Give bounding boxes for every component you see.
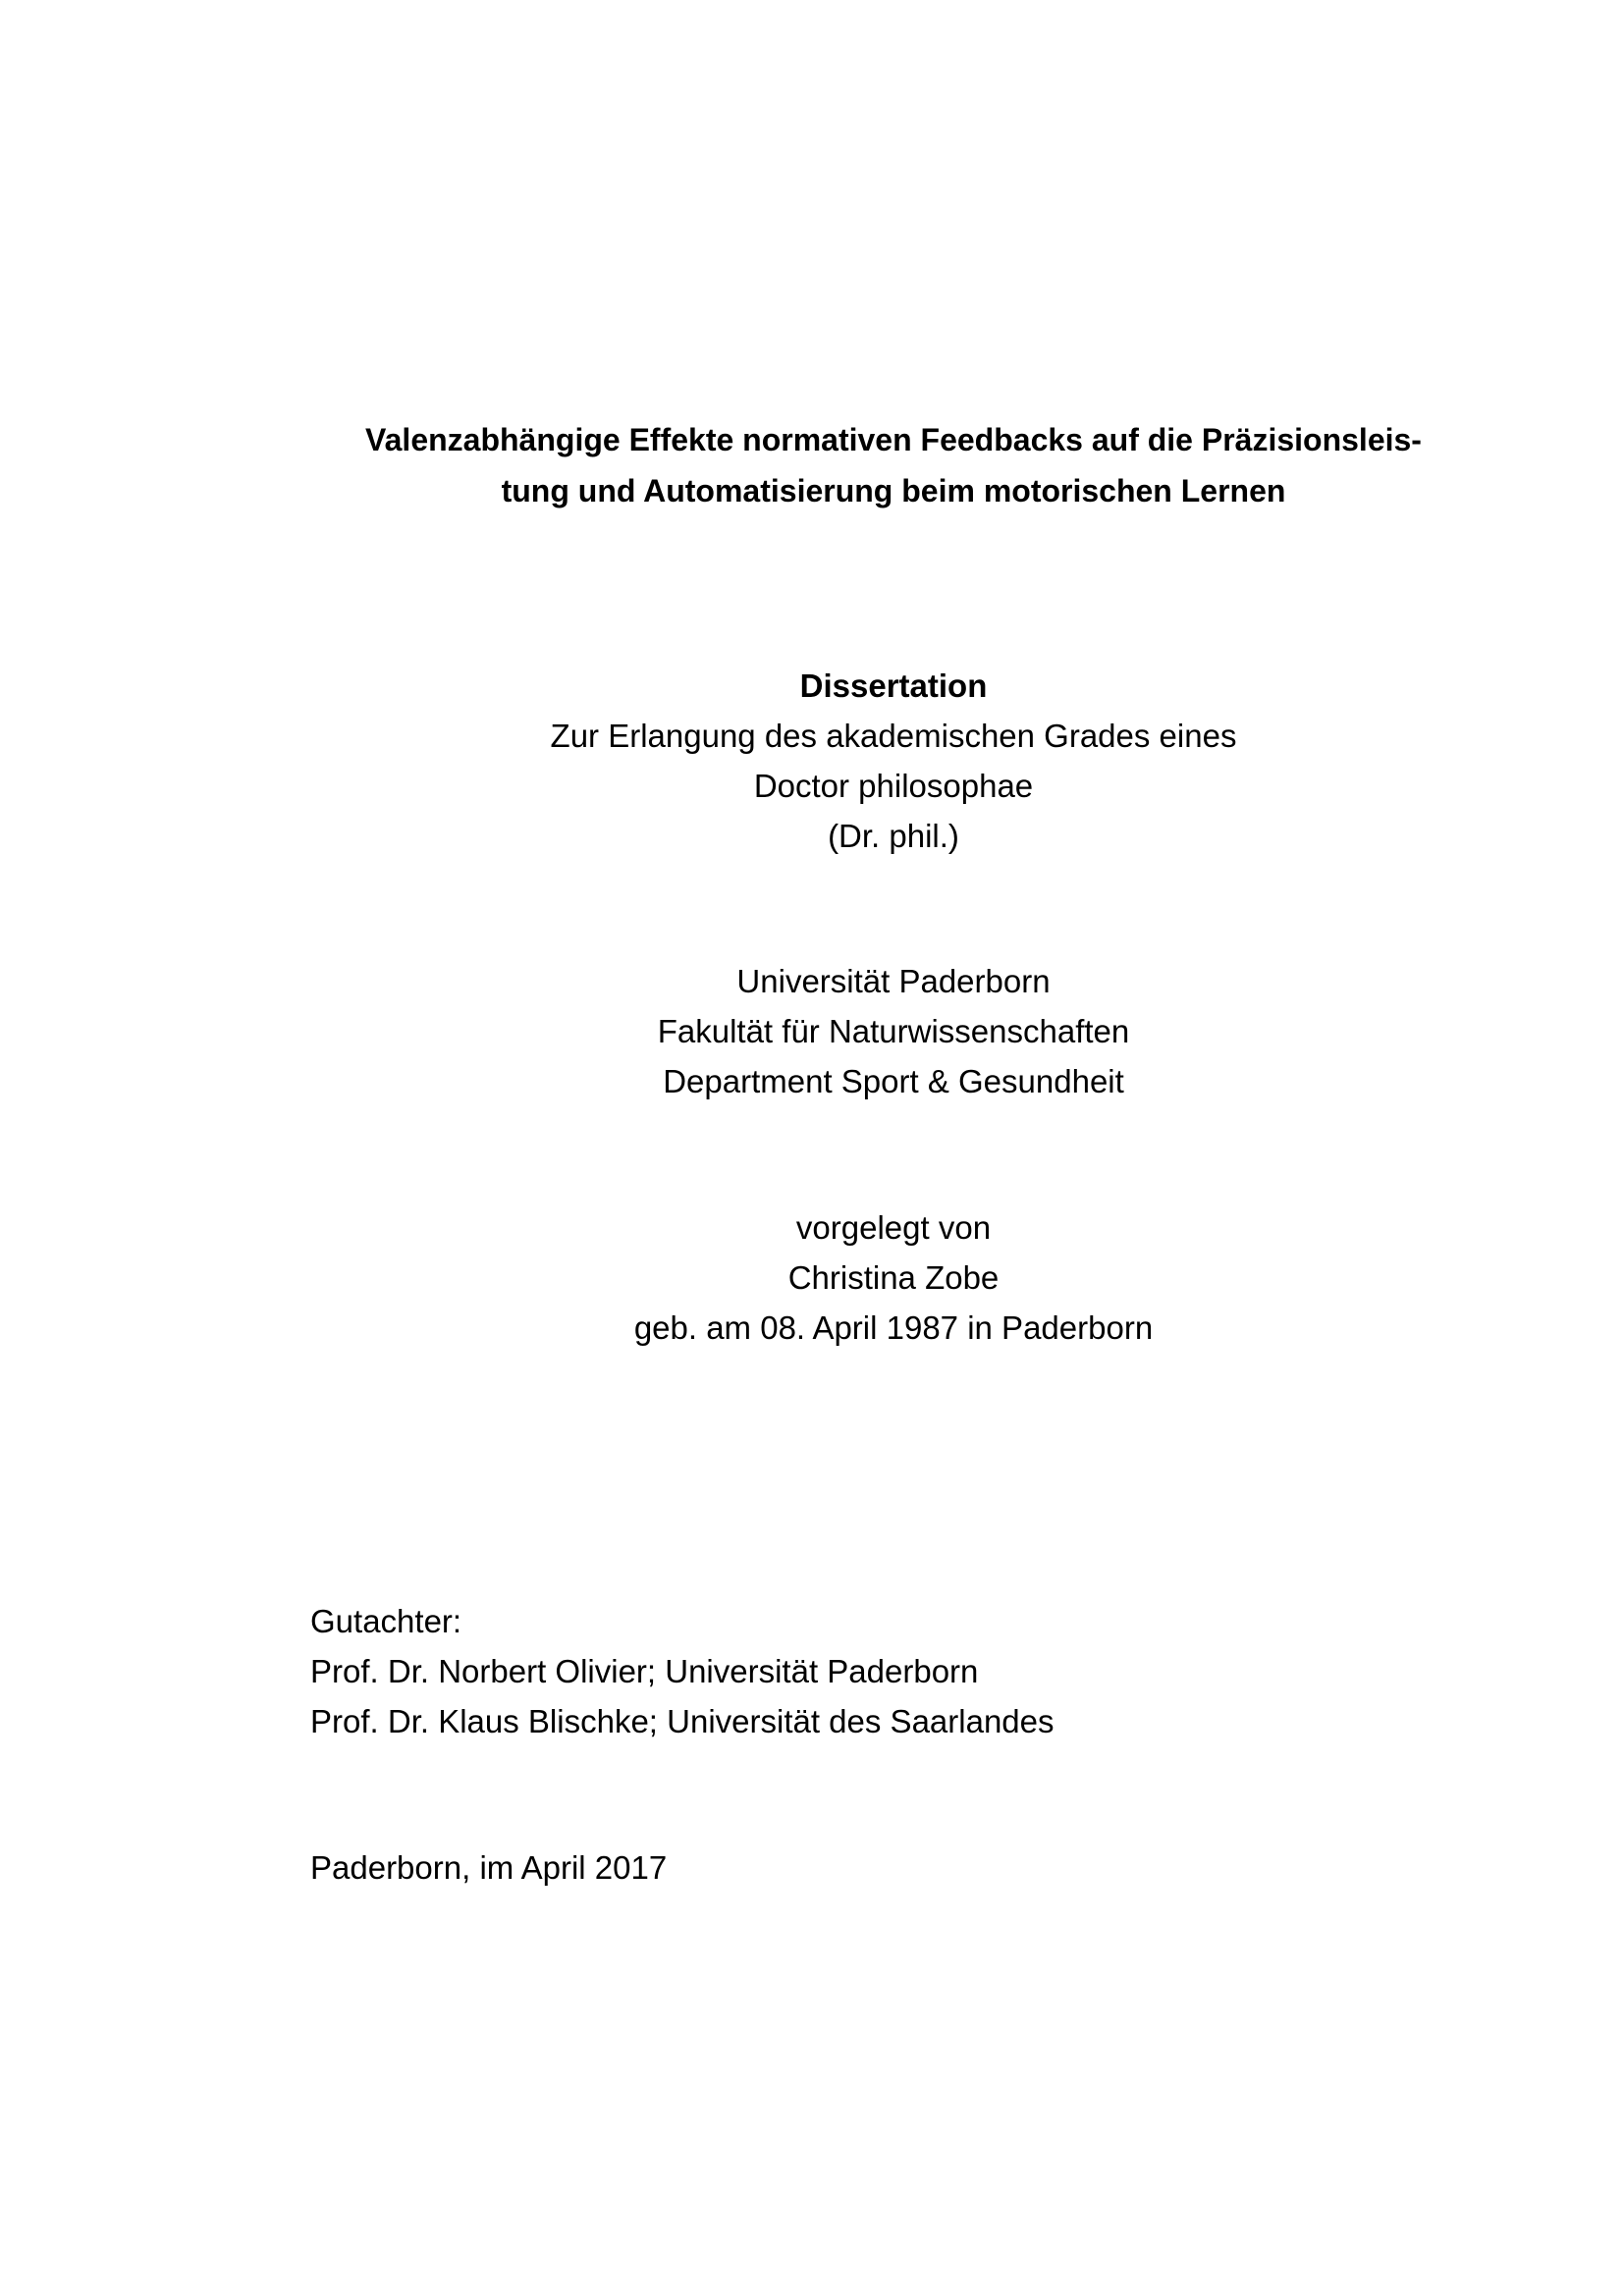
author-birth-info: geb. am 08. April 1987 in Paderborn (633, 1309, 1154, 1346)
author-name: Christina Zobe (787, 1259, 1000, 1296)
reviewer-1: Prof. Dr. Norbert Olivier; Universität Paderborn (310, 1653, 979, 1689)
university-name: Universität Paderborn (736, 963, 1051, 999)
title-line-1: Valenzabhängige Effekte normativen Feedbacks auf die Präzisionsleis- (365, 422, 1422, 457)
faculty-name: Fakultät für Naturwissenschaften (657, 1013, 1130, 1049)
dissertation-title (324, 414, 1463, 516)
title-line-2: tung und Automatisierung beim motorischen Lernen (501, 473, 1286, 508)
submitted-by-label: vorgelegt von (795, 1209, 992, 1246)
place-and-date: Paderborn, im April 2017 (310, 1849, 668, 1886)
author-block (0, 1202, 1623, 1353)
institution-block (0, 956, 1623, 1106)
reviewers-block (310, 1596, 1055, 1746)
place-date-block (310, 1842, 667, 1893)
document-type-heading: Dissertation (799, 667, 988, 704)
degree-block (0, 661, 1623, 861)
degree-name: Doctor philosophae (753, 768, 1034, 804)
degree-abbreviation: (Dr. phil.) (828, 818, 959, 854)
degree-purpose: Zur Erlangung des akademischen Grades eines (550, 718, 1237, 754)
reviewer-2: Prof. Dr. Klaus Blischke; Universität des Saarlandes (310, 1703, 1055, 1739)
department-name: Department Sport & Gesundheit (663, 1063, 1124, 1099)
reviewers-label: Gutachter: (310, 1603, 462, 1639)
